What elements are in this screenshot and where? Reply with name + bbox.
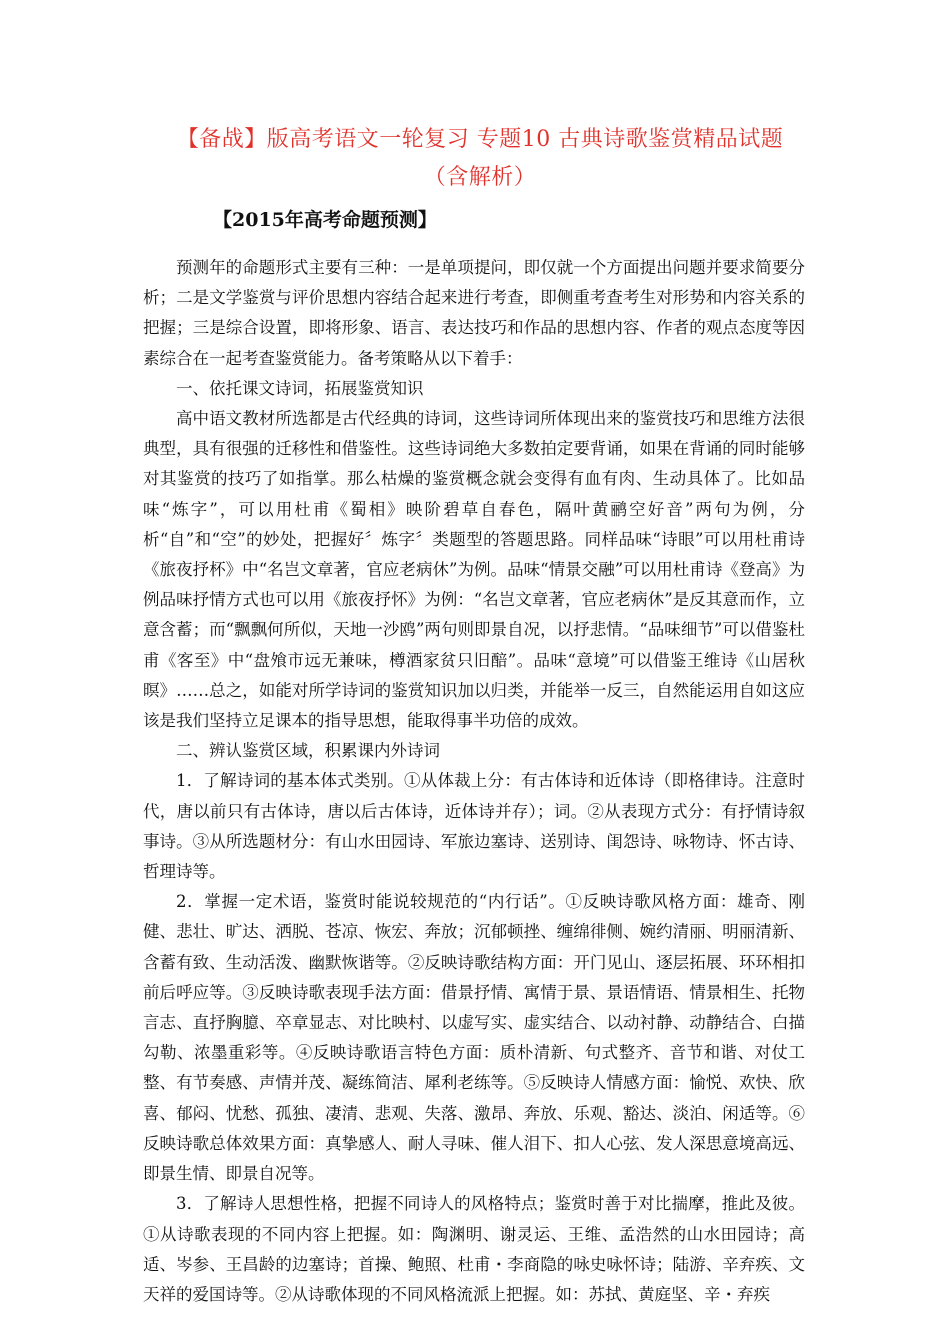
paragraph-point-3: 3．了解诗人思想性格，把握不同诗人的风格特点；鉴赏时善于对比揣摩，推此及彼。①从诗歌表现的不同内容上把握。如：陶渊明、谢灵运、王维、孟浩然的山水田园诗；高适、岑参、王昌龄的边塞诗；首操、鲍照、杜甫・李商隐的咏史咏怀诗；陆游、辛弃疾、文天祥的爱国诗等。②从诗歌体现的不同风格流派上把握。如：苏拭、黄庭坚、辛・弃疾 — [143, 1194, 805, 1304]
paragraph-heading-1: 一、依托课文诗词，拓展鉴赏知识 — [176, 378, 424, 398]
document-title: 【备战】版高考语文一轮复习 专题10 古典诗歌鉴赏精品试题 — [176, 127, 784, 152]
paragraph-point-2: 2．掌握一定术语，鉴赏时能说较规范的“内行话”。①反映诗歌风格方面：雄奇、刚健、悲壮、旷达、洒脱、苍凉、恢宏、奔放；沉郁顿挫、缠绵徘侧、婉约清丽、明丽清新、含蓄有致、生动活泼、幽默恢谐等。②反映诗歌结构方面：开门见山、逐层拓展、环环相扣前后呼应等。③反映诗歌表现手法方面：借景抒情、寓情于景、景语情语、情景相生、托物言志、直抒胸臆、卒章显志、对比映村、以虚写实、虚实结合、以动衬静、动静结合、白描勾勒、浓墨重彩等。④反映诗歌语言特色方面：质朴清新、句式整齐、音节和谐、对仗工整、有节奏感、声情并茂、凝练简洁、犀利老练等。⑤反映诗人情感方面：愉悦、欢快、欣喜、郁闷、忧愁、孤独、凄清、悲观、失落、激昂、奔放、乐观、豁达、淡泊、闲适等。⑥反映诗歌总体效果方面：真挚感人、耐人寻味、催人泪下、扣人心弦、发人深思意境高远、即景生情、即景自况等。 — [143, 892, 805, 1184]
section-heading: 【2015年高考命题预测】 — [213, 209, 437, 231]
paragraph-point-1: 1．了解诗词的基本体式类别。①从体裁上分：有古体诗和近体诗（即格律诗。注意时代，唐以前只有古体诗，唐以后古体诗，近体诗并存）；词。②从表现方式分：有抒情诗叙事诗。③从所选题材分：有山水田园诗、军旅边塞诗、送别诗、闺怨诗、咏物诗、怀古诗、哲理诗等。 — [143, 771, 805, 882]
paragraph-intro: 预测年的命题形式主要有三种：一是单项提问，即仅就一个方面提出问题并要求简要分析；二是文学鉴赏与评价思想内容结合起来进行考查，即侧重考查考生对形势和内容关系的把握；三是综合设置，即将形象、语言、表达技巧和作品的思想内容、作者的观点态度等因素综合在一起考查鉴赏能力。备考策略从以下着手： — [143, 258, 805, 368]
paragraph-heading-2: 二、辨认鉴赏区域，积累课内外诗词 — [176, 741, 440, 761]
document-body — [143, 253, 805, 1310]
document-subtitle: （含解析） — [423, 165, 537, 190]
paragraph-textbook-poems: 高中语文教材所选都是古代经典的诗词，这些诗词所体现出来的鉴赏技巧和思维方法很典型，具有很强的迁移性和借鉴性。这些诗词绝大多数拍定要背诵，如果在背诵的同时能够对其鉴赏的技巧了如指掌。那么枯燥的鉴赏概念就会变得有血有肉、生动具体了。比如品味“炼字”，可以用杜甫《蜀相》映阶碧草自春色，隔叶黄鹂空好音”两句为例，分析“自”和“空”的妙处，把握好〞炼字〞类题型的答题思路。同样品味“诗眼”可以用杜甫诗《旅夜抒杯》中“名岂文章著，官应老病休”为例。品味“情景交融”可以用杜甫诗《登高》为例品味抒情方式也可以用《旅夜抒怀》为例：“名岂文章著，官应老病休”是反其意而作，立意含蓄；而“飘飘何所似，天地一沙鸥”两句则即景自况，以抒悲情。“品味细节”可以借鉴杜甫《客至》中“盘飧市远无兼味，樽酒家贫只旧醅”。品味“意境”可以借鉴王维诗《山居秋暝》……总之，如能对所学诗词的鉴赏知识加以归类，并能举一反三，自然能运用自如这应该是我们坚持立足课本的指导思想，能取得事半功倍的成效。 — [143, 409, 805, 731]
